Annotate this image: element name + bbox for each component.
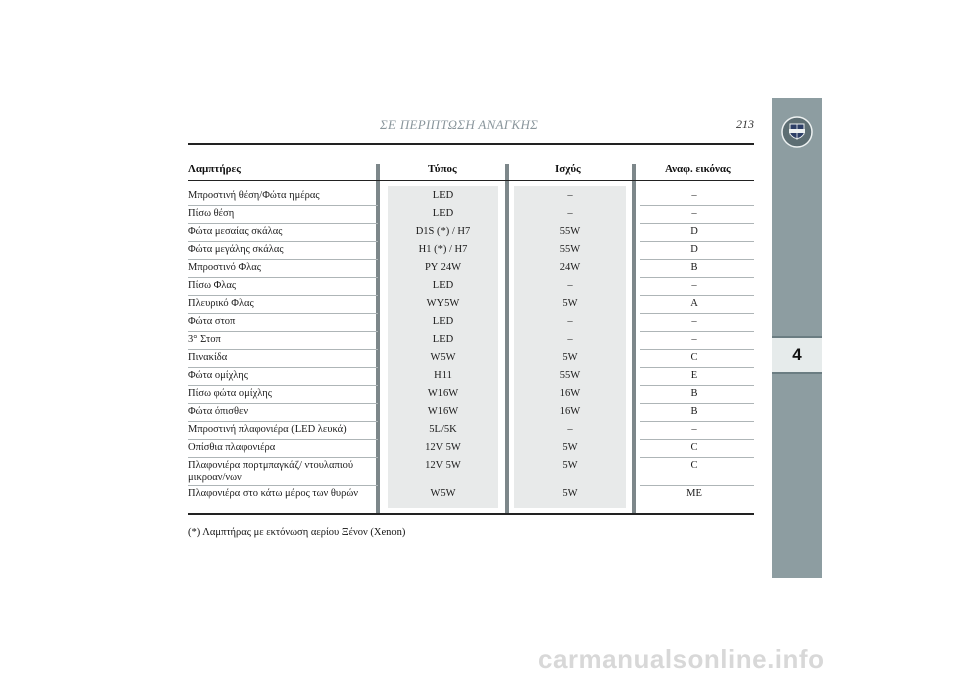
row-divider	[640, 331, 754, 332]
footnote: (*) Λαμπτήρας με εκτόνωση αερίου Ξένον (Xenon)	[188, 527, 406, 538]
bulb-type-cell: W16W	[427, 388, 459, 399]
figure-ref-cell: D	[690, 226, 698, 237]
table-row	[188, 334, 754, 352]
table-row	[188, 316, 754, 334]
table-row	[188, 298, 754, 316]
row-divider	[640, 349, 754, 350]
figure-ref-cell: D	[690, 244, 698, 255]
bulb-type-cell: 5L/5K	[429, 424, 457, 435]
row-divider	[640, 313, 754, 314]
row-divider	[640, 457, 754, 458]
figure-ref-cell: –	[691, 280, 697, 291]
row-divider	[188, 403, 378, 404]
row-divider	[640, 421, 754, 422]
bulb-power-cell: 16W	[559, 388, 581, 399]
bulb-name-cell: Οπίσθια πλαφονιέρα	[188, 442, 276, 453]
table-row	[188, 488, 754, 506]
bulb-power-cell: –	[567, 316, 573, 327]
table-row	[188, 388, 754, 406]
row-divider	[188, 277, 378, 278]
header-bulbs: Λαμπτήρες	[188, 163, 241, 175]
row-divider	[188, 385, 378, 386]
bulb-power-cell: 55W	[559, 370, 581, 381]
bulb-name-cell: Πίσω θέση	[188, 208, 235, 219]
row-divider	[188, 439, 378, 440]
bulb-name-cell: Φώτα όπισθεν	[188, 406, 249, 417]
row-divider	[188, 241, 378, 242]
header-figure-ref: Αναφ. εικόνας	[665, 163, 731, 175]
bulb-type-cell: WY5W	[426, 298, 460, 309]
figure-ref-cell: B	[690, 406, 698, 417]
bulb-power-cell: 5W	[562, 298, 578, 309]
bulb-name-cell: Πίσω Φλας	[188, 280, 237, 291]
bulb-power-cell: 24W	[559, 262, 581, 273]
bulb-type-cell: H11	[434, 370, 452, 381]
lancia-shield-icon	[781, 116, 813, 148]
row-divider	[188, 485, 378, 486]
row-divider	[640, 367, 754, 368]
bulb-type-cell: D1S (*) / H7	[415, 226, 471, 237]
bulb-power-cell: 16W	[559, 406, 581, 417]
bulb-type-cell: W16W	[427, 406, 459, 417]
table-row	[188, 280, 754, 298]
bulb-power-cell: –	[567, 280, 573, 291]
table-row	[188, 226, 754, 244]
bulb-power-cell: 5W	[562, 460, 578, 471]
table-row	[188, 424, 754, 442]
table-header-rule	[188, 180, 754, 181]
header-power: Ισχύς	[555, 163, 581, 175]
bulb-type-cell: 12V 5W	[425, 460, 461, 471]
bulb-name-cell: Μπροστινό Φλας	[188, 262, 261, 273]
bulb-name-cell: Πίσω φώτα ομίχλης	[188, 388, 272, 399]
chapter-tab[interactable]: 4	[772, 336, 822, 374]
row-divider	[188, 295, 378, 296]
table-row	[188, 352, 754, 370]
table-row	[188, 262, 754, 280]
figure-ref-cell: C	[690, 352, 698, 363]
table-row	[188, 460, 754, 488]
row-divider	[640, 223, 754, 224]
table-bottom-rule	[188, 513, 754, 515]
page-number: 213	[736, 117, 754, 131]
figure-ref-cell: C	[690, 442, 698, 453]
bulb-name-cell: Φώτα ομίχλης	[188, 370, 248, 381]
bulb-name-cell: Φώτα στοπ	[188, 316, 236, 327]
bulb-power-cell: –	[567, 334, 573, 345]
row-divider	[640, 259, 754, 260]
header-type: Τύπος	[428, 163, 457, 175]
bulb-type-cell: 12V 5W	[425, 442, 461, 453]
figure-ref-cell: B	[690, 388, 698, 399]
bulb-power-cell: 55W	[559, 244, 581, 255]
bulb-type-cell: LED	[432, 280, 454, 291]
table-row	[188, 208, 754, 226]
bulb-type-cell: W5W	[430, 352, 456, 363]
page-header-title: ΣΕ ΠΕΡΙΠΤΩΣΗ ΑΝΑΓΚΗΣ	[380, 117, 539, 132]
bulb-name-cell: Φώτα μεσαίας σκάλας	[188, 226, 283, 237]
row-divider	[188, 331, 378, 332]
bulb-type-cell: LED	[432, 190, 454, 201]
bulb-power-cell: 5W	[562, 442, 578, 453]
bulb-power-cell: 5W	[562, 352, 578, 363]
bulb-name-cell: Μπροστινή πλαφονιέρα (LED λευκά)	[188, 424, 347, 435]
bulb-power-cell: –	[567, 208, 573, 219]
row-divider	[640, 485, 754, 486]
bulb-power-cell: –	[567, 190, 573, 201]
bulb-name-cell: Φώτα μεγάλης σκάλας	[188, 244, 284, 255]
bulb-type-cell: PY 24W	[424, 262, 462, 273]
row-divider	[640, 403, 754, 404]
row-divider	[188, 313, 378, 314]
table-row	[188, 244, 754, 262]
row-divider	[188, 259, 378, 260]
table-row	[188, 370, 754, 388]
header-divider	[188, 143, 754, 145]
figure-ref-cell: E	[690, 370, 698, 381]
row-divider	[640, 277, 754, 278]
row-divider	[188, 457, 378, 458]
bulb-name-cell: Μπροστινή θέση/Φώτα ημέρας	[188, 190, 320, 201]
row-divider	[188, 421, 378, 422]
bulb-power-cell: 5W	[562, 488, 578, 499]
figure-ref-cell: B	[690, 262, 698, 273]
figure-ref-cell: –	[691, 208, 697, 219]
figure-ref-cell: A	[690, 298, 698, 309]
row-divider	[188, 349, 378, 350]
table-row	[188, 190, 754, 208]
bulb-type-cell: W5W	[430, 488, 456, 499]
bulb-type-cell: LED	[432, 334, 454, 345]
bulb-type-cell: LED	[432, 316, 454, 327]
row-divider	[188, 223, 378, 224]
row-divider	[188, 367, 378, 368]
bulb-name-cell: Πλευρικό Φλας	[188, 298, 254, 309]
bulb-type-cell: LED	[432, 208, 454, 219]
figure-ref-cell: –	[691, 334, 697, 345]
row-divider	[640, 385, 754, 386]
row-divider	[640, 241, 754, 242]
row-divider	[640, 205, 754, 206]
bulb-name-cell: Πλαφονιέρα στο κάτω μέρος των θυρών	[188, 488, 358, 499]
row-divider	[640, 295, 754, 296]
table-row	[188, 406, 754, 424]
bulb-power-cell: –	[567, 424, 573, 435]
bulb-type-cell: H1 (*) / H7	[418, 244, 468, 255]
watermark: carmanualsonline.info	[538, 644, 825, 674]
bulb-name-cell: Πινακίδα	[188, 352, 228, 363]
row-divider	[188, 205, 378, 206]
figure-ref-cell: –	[691, 424, 697, 435]
figure-ref-cell: ME	[686, 488, 702, 499]
table-row	[188, 442, 754, 460]
bulb-name-cell: 3° Στοπ	[188, 334, 221, 345]
figure-ref-cell: –	[691, 316, 697, 327]
figure-ref-cell: –	[691, 190, 697, 201]
row-divider	[640, 439, 754, 440]
bulb-power-cell: 55W	[559, 226, 581, 237]
bulb-name-cell: Πλαφονιέρα πορτμπαγκάζ/ ντουλαπιού μικροαν/νων	[188, 460, 354, 483]
figure-ref-cell: C	[690, 460, 698, 471]
